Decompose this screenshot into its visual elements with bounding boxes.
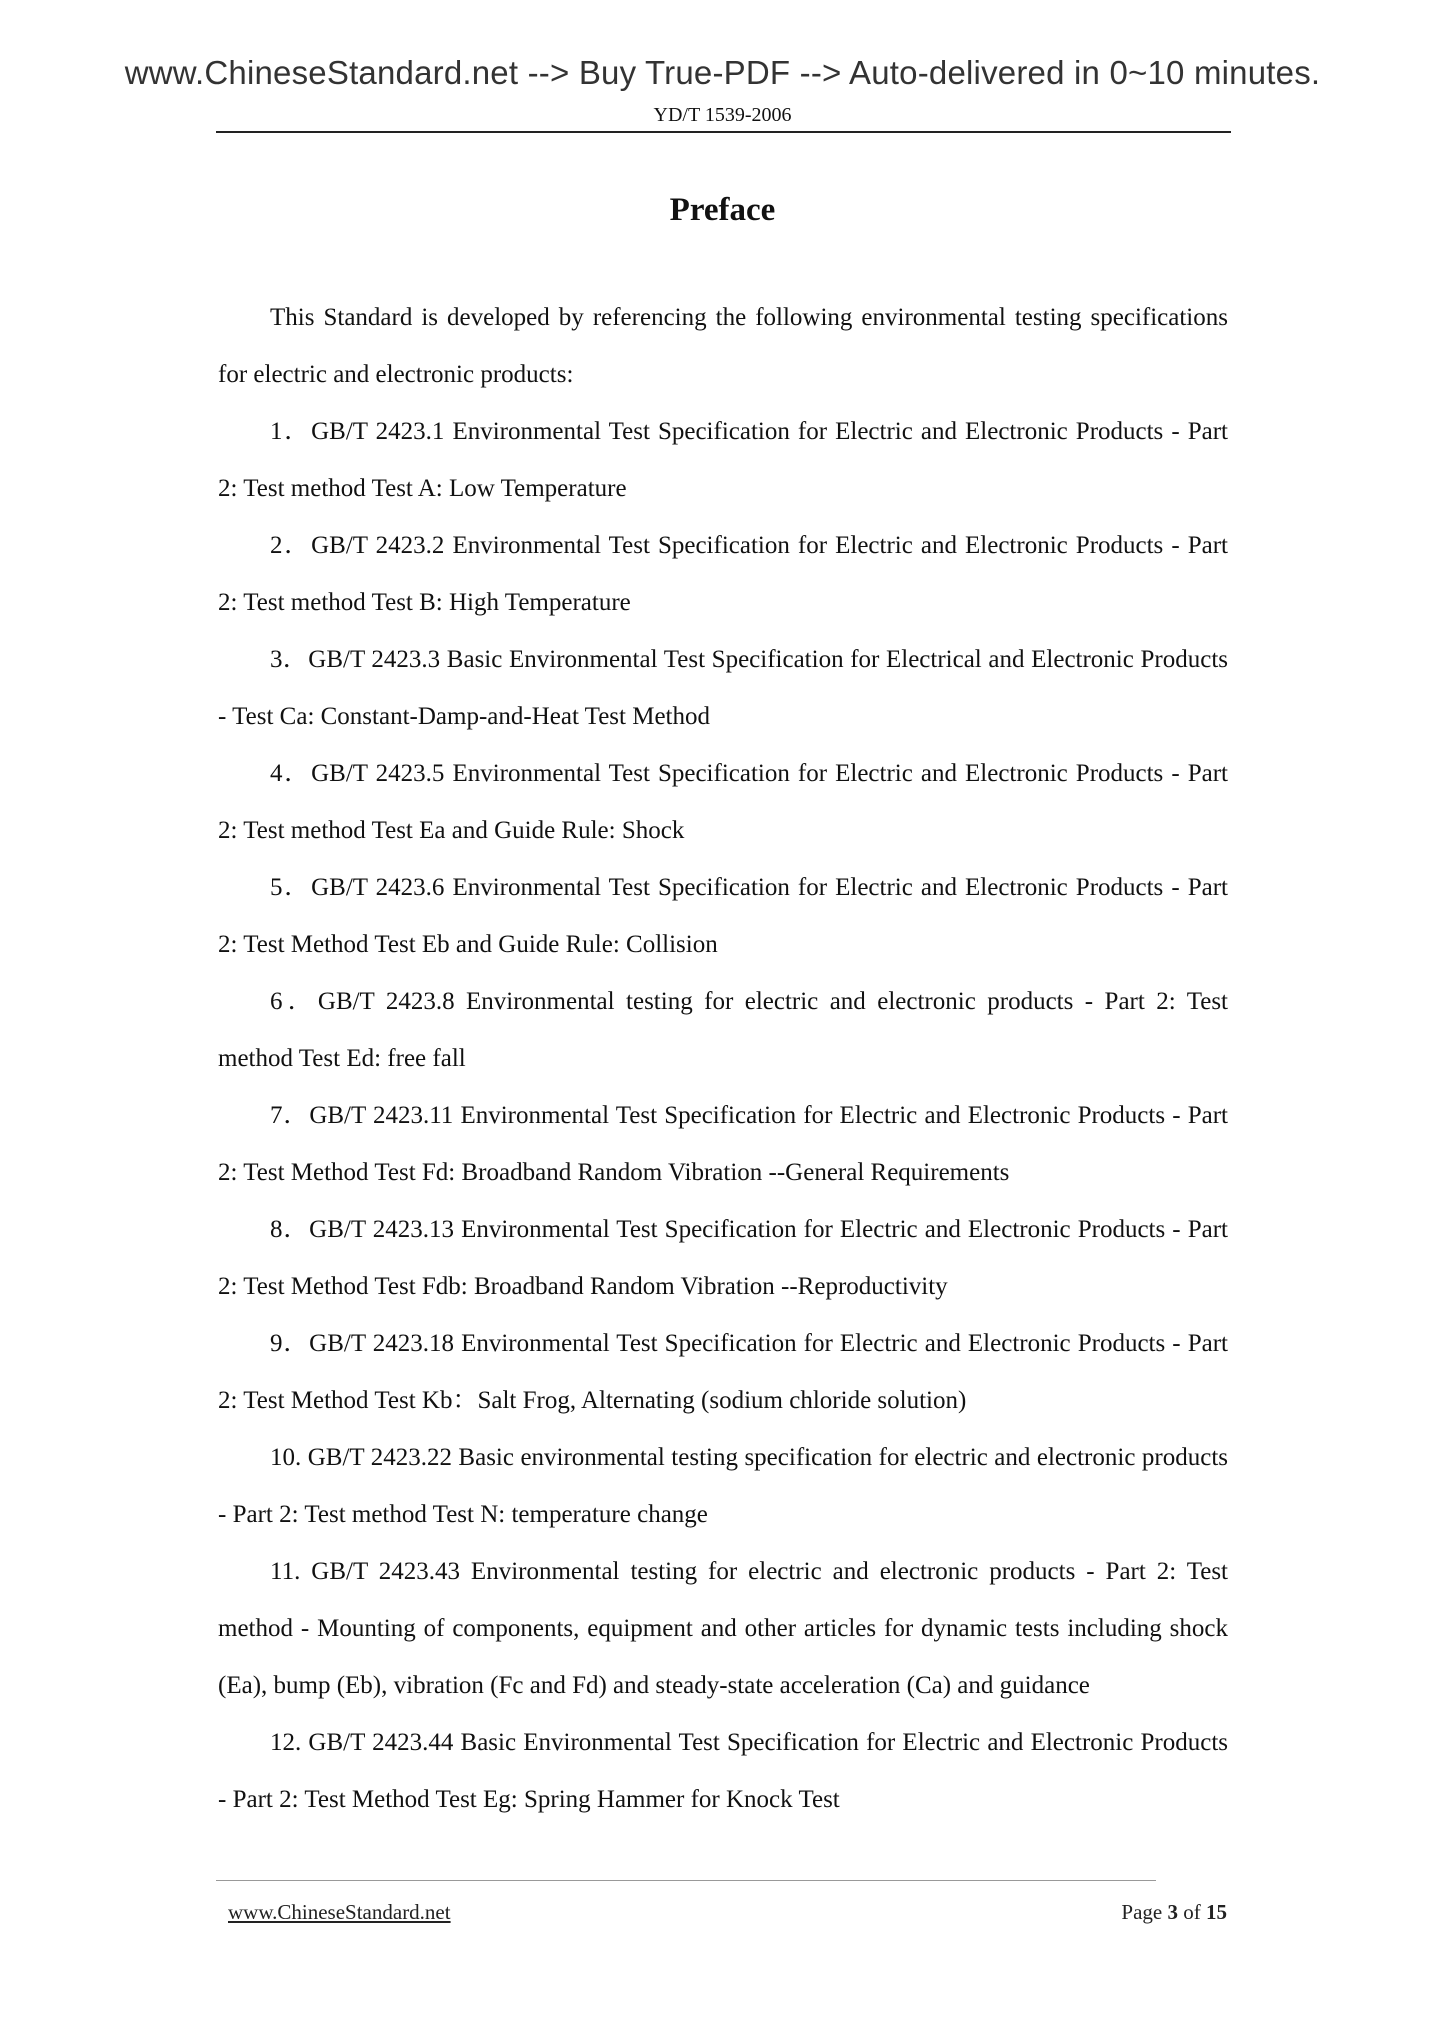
footer-site-link[interactable]: www.ChineseStandard.net — [228, 1900, 451, 1924]
reference-item: 12. GB/T 2423.44 Basic Environmental Test Specification for Electric and Electronic Products - Part 2: Test Method Test Eg: Spring Hammer for Knock Test — [218, 1729, 1228, 1813]
header-divider — [216, 131, 1231, 133]
total-pages: 15 — [1206, 1900, 1227, 1924]
page-label: Page — [1121, 1900, 1163, 1924]
preface-body — [218, 289, 1228, 1828]
reference-item: 1．GB/T 2423.1 Environmental Test Specification for Electric and Electronic Products - Part 2: Test method Test A: Low Temperature — [218, 418, 1228, 502]
page-number — [1121, 1900, 1227, 1925]
reference-item: 8．GB/T 2423.13 Environmental Test Specification for Electric and Electronic Products - Part 2: Test Method Test Fdb: Broadband Random Vibration --Reproductivity — [218, 1216, 1228, 1300]
reference-item: 7．GB/T 2423.11 Environmental Test Specification for Electric and Electronic Products - Part 2: Test Method Test Fd: Broadband Random Vibration --General Requirements — [218, 1102, 1228, 1186]
page-of-label: of — [1183, 1900, 1201, 1924]
current-page: 3 — [1167, 1900, 1178, 1924]
reference-item: 6．GB/T 2423.8 Environmental testing for electric and electronic products - Part 2: Test method Test Ed: free fall — [218, 988, 1228, 1072]
purchase-banner: www.ChineseStandard.net --> Buy True-PDF --> Auto-delivered in 0~10 minutes. — [124, 54, 1321, 91]
document-code: YD/T 1539-2006 — [653, 104, 792, 126]
reference-item: 10. GB/T 2423.22 Basic environmental testing specification for electric and electronic products - Part 2: Test method Test N: temperature change — [218, 1444, 1228, 1528]
reference-item: 2．GB/T 2423.2 Environmental Test Specification for Electric and Electronic Products - Part 2: Test method Test B: High Temperature — [218, 532, 1228, 616]
page-title: Preface — [669, 192, 776, 228]
reference-item: 9．GB/T 2423.18 Environmental Test Specification for Electric and Electronic Products - Part 2: Test Method Test Kb：Salt Frog, Alternating (sodium chloride solution) — [218, 1330, 1228, 1414]
footer-divider — [216, 1880, 1156, 1881]
reference-item: 5．GB/T 2423.6 Environmental Test Specification for Electric and Electronic Products - Part 2: Test Method Test Eb and Guide Rule: Collision — [218, 874, 1228, 958]
reference-item: 11. GB/T 2423.43 Environmental testing for electric and electronic products - Part 2: Test method - Mounting of components, equipment and other articles for dynamic tests including shock (Ea), bump (Eb), vibration (Fc and Fd) and steady-state acceleration (Ca) and guidance — [218, 1558, 1228, 1699]
reference-item: 4．GB/T 2423.5 Environmental Test Specification for Electric and Electronic Products - Part 2: Test method Test Ea and Guide Rule: Shock — [218, 760, 1228, 844]
reference-item: 3．GB/T 2423.3 Basic Environmental Test Specification for Electrical and Electronic Products - Test Ca: Constant-Damp-and-Heat Test Method — [218, 646, 1228, 730]
intro-paragraph: This Standard is developed by referencing the following environmental testing specifications for electric and electronic products: — [218, 304, 1228, 388]
